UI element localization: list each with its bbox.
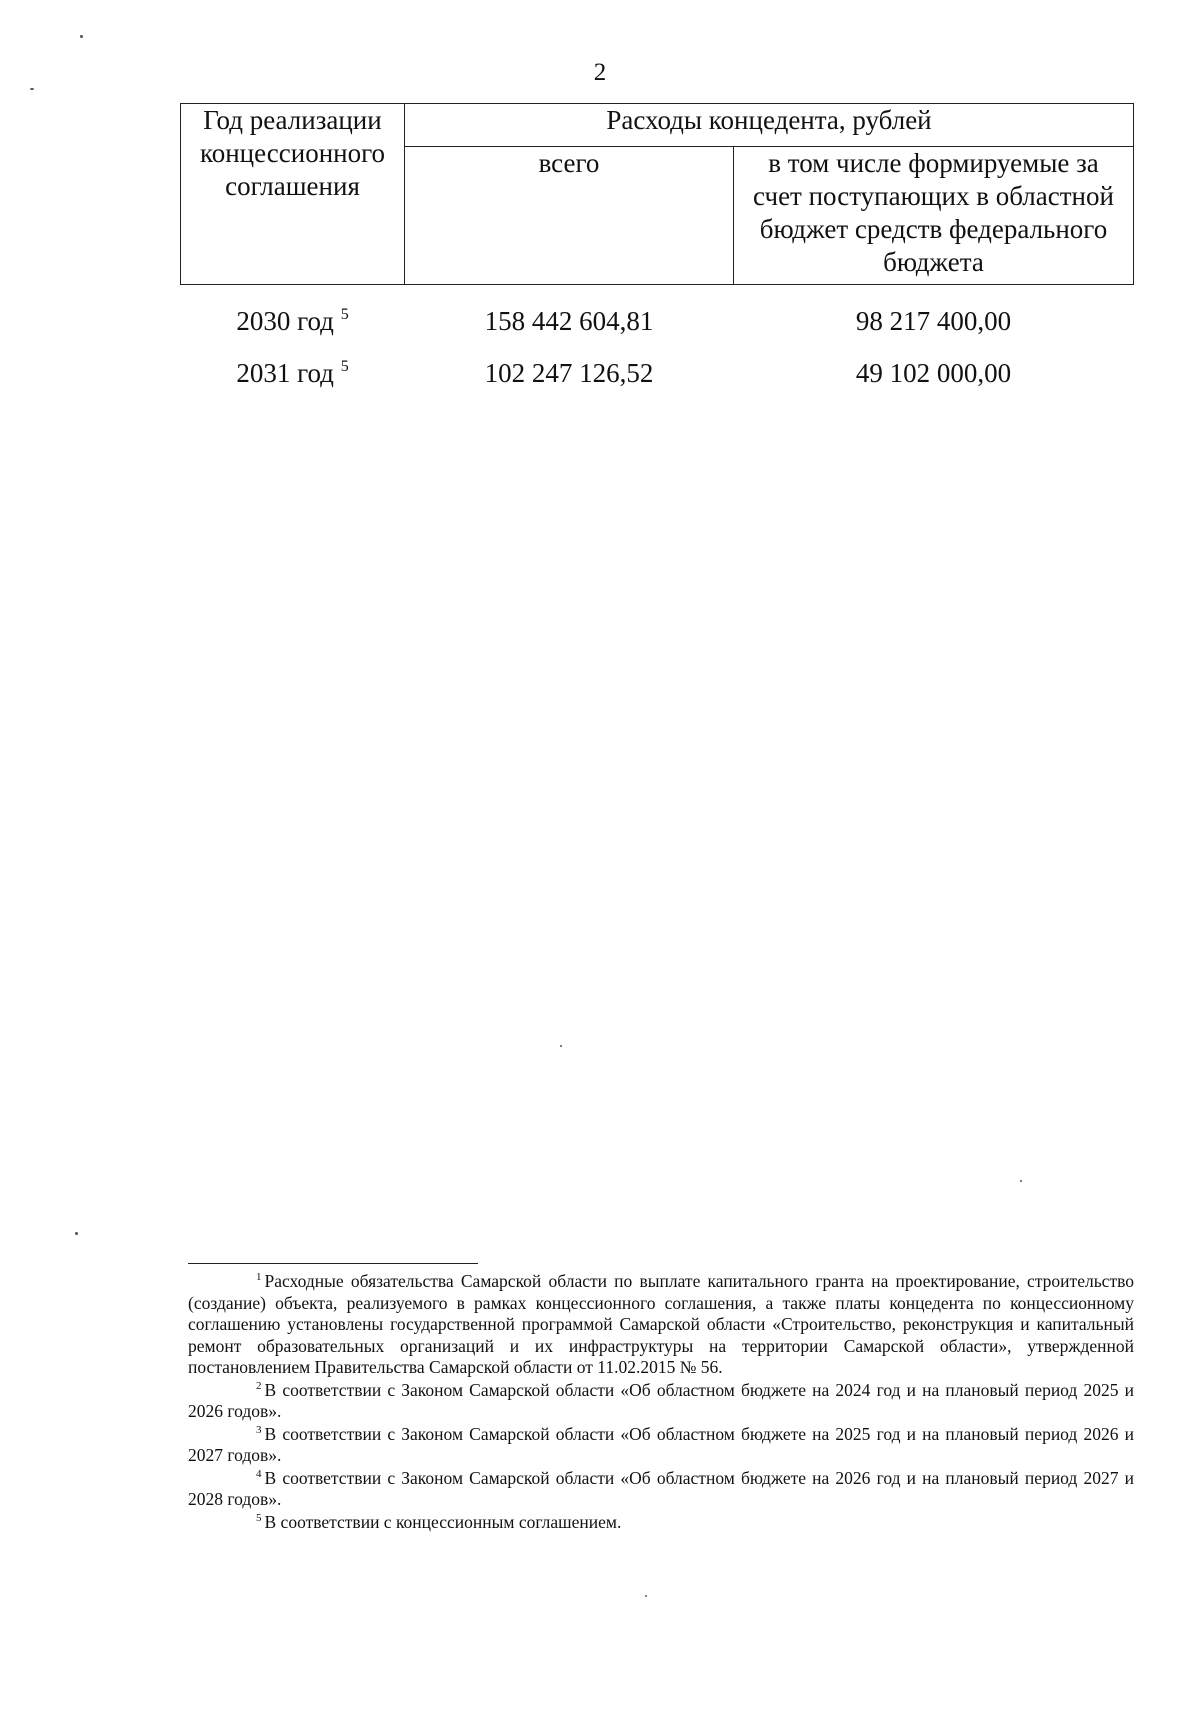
footnote xyxy=(188,1424,1134,1467)
row-federal: 98 217 400,00 xyxy=(855,305,1012,336)
footnotes xyxy=(188,1271,1134,1534)
footnote-ref: 5 xyxy=(340,357,349,375)
footnote-text: В соответствии с Законом Самарской области «Об областном бюджете на 2024 год и на плановый период 2025 и 2026 годов». xyxy=(188,1379,1134,1421)
scan-speck xyxy=(1020,1180,1022,1182)
scan-speck xyxy=(75,1232,78,1235)
footnote-number: 4 xyxy=(256,1467,262,1480)
scan-speck xyxy=(560,1045,562,1047)
footnote xyxy=(188,1380,1134,1423)
footnote-number: 1 xyxy=(256,1271,262,1283)
scan-speck xyxy=(30,88,34,90)
footnote-text: В соответствии с Законом Самарской области «Об областном бюджете на 2025 год и на плановый период 2026 и 2027 годов». xyxy=(188,1423,1134,1465)
footnote-text: В соответствии с концессионным соглашением. xyxy=(264,1511,622,1532)
row-total: 102 247 126,52 xyxy=(484,357,654,388)
expenses-table xyxy=(180,103,1134,399)
footnote-text: В соответствии с Законом Самарской области «Об областном бюджете на 2026 год и на плановый период 2027 и 2028 годов». xyxy=(188,1467,1134,1509)
scan-speck xyxy=(645,1595,647,1597)
footnote xyxy=(188,1271,1134,1379)
scan-speck xyxy=(80,35,83,38)
table-row xyxy=(181,285,1134,348)
row-year: 2031 год xyxy=(236,357,334,388)
row-year: 2030 год xyxy=(236,305,334,336)
page-number: 2 xyxy=(593,59,607,86)
header-expenses-group: Расходы концедента, рублей xyxy=(405,104,1134,147)
header-year: Год реализации концессионного соглашения xyxy=(181,104,405,285)
row-total: 158 442 604,81 xyxy=(484,305,654,336)
footnote xyxy=(188,1468,1134,1511)
row-year-cell xyxy=(181,347,405,399)
footnote-number: 3 xyxy=(256,1423,262,1436)
header-federal: в том числе формируемые за счет поступающих в областной бюджет средств федерального бюджета xyxy=(734,147,1134,285)
table-row xyxy=(181,347,1134,399)
footnote xyxy=(188,1512,1134,1534)
footnote-separator xyxy=(188,1263,478,1264)
footnote-number: 5 xyxy=(256,1511,262,1524)
header-total: всего xyxy=(405,147,734,285)
row-federal: 49 102 000,00 xyxy=(855,357,1012,388)
footnote-text: Расходные обязательства Самарской области по выплате капитального гранта на проектирование, строительство (создание) объекта, реализуемого в рамках концессионного соглашения, а также платы концедента по концессионному соглашению установлены государственной программой Самарской области «Строительство, реконструкция и капитальный ремонт образовательных организаций и их инфраструктуры на территории Самарской области», утвержденной постановлением Правительства Самарской области от 11.02.2015 № 56. xyxy=(188,1271,1134,1377)
footnote-ref: 5 xyxy=(340,305,349,323)
row-year-cell xyxy=(181,285,405,348)
footnote-number: 2 xyxy=(256,1379,262,1392)
